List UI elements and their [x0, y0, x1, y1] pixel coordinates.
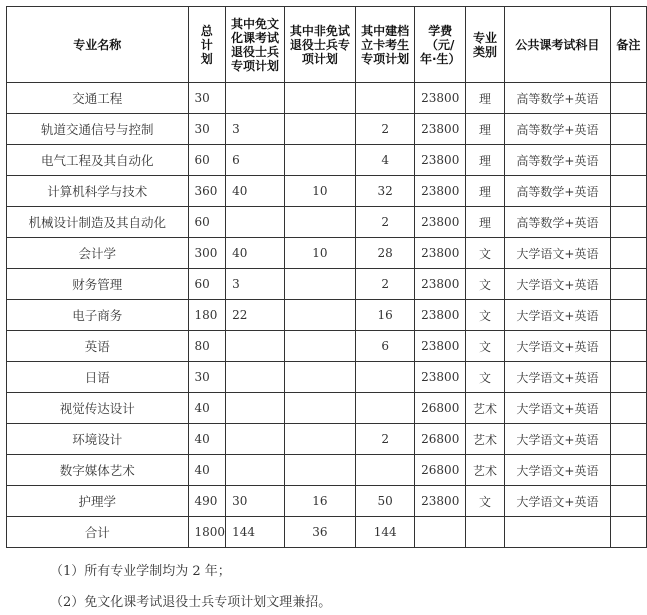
- cell-nonexempt-plan: [284, 393, 355, 424]
- cell-nonexempt-plan: [284, 300, 355, 331]
- header-total-plan: 总 计 划: [188, 7, 226, 83]
- table-body: [7, 83, 647, 548]
- cell-nonexempt-plan: 10: [284, 238, 355, 269]
- cell-tuition: 23800: [415, 486, 466, 517]
- table-row: [7, 238, 647, 269]
- cell-category: 艺术: [466, 455, 505, 486]
- cell-exam-subjects: 大学语文+英语: [505, 300, 611, 331]
- cell-exempt-plan: 3: [226, 114, 285, 145]
- cell-exempt-plan: [226, 424, 285, 455]
- cell-nonexempt-plan: [284, 424, 355, 455]
- header-poverty-plan: 其中建档 立卡考生 专项计划: [355, 7, 415, 83]
- cell-nonexempt-plan: [284, 269, 355, 300]
- cell-total: 30: [188, 83, 226, 114]
- cell-poverty-plan: 32: [355, 176, 415, 207]
- cell-category: 理: [466, 145, 505, 176]
- cell-poverty-plan: [355, 83, 415, 114]
- total-row: [7, 517, 647, 548]
- cell-tuition: 23800: [415, 207, 466, 238]
- cell-exempt-plan: [226, 331, 285, 362]
- cell-exam-subjects: 高等数学+英语: [505, 207, 611, 238]
- cell-total: 30: [188, 114, 226, 145]
- table-row: [7, 145, 647, 176]
- cell-tuition: 23800: [415, 145, 466, 176]
- cell-remarks: [610, 455, 646, 486]
- cell-category: 文: [466, 362, 505, 393]
- cell-poverty-plan: 144: [355, 517, 415, 548]
- cell-exam-subjects: 大学语文+英语: [505, 424, 611, 455]
- cell-total: 40: [188, 424, 226, 455]
- cell-tuition: 23800: [415, 114, 466, 145]
- header-row: [7, 7, 647, 83]
- cell-remarks: [610, 331, 646, 362]
- cell-category: 艺术: [466, 424, 505, 455]
- cell-tuition: 26800: [415, 424, 466, 455]
- cell-remarks: [610, 269, 646, 300]
- cell-poverty-plan: 28: [355, 238, 415, 269]
- cell-total: 180: [188, 300, 226, 331]
- cell-exempt-plan: [226, 455, 285, 486]
- cell-exempt-plan: [226, 393, 285, 424]
- cell-exempt-plan: 30: [226, 486, 285, 517]
- cell-category: 文: [466, 269, 505, 300]
- cell-major-name: 日语: [7, 362, 189, 393]
- cell-remarks: [610, 238, 646, 269]
- cell-exempt-plan: 3: [226, 269, 285, 300]
- cell-category: 理: [466, 83, 505, 114]
- cell-category: 文: [466, 486, 505, 517]
- cell-nonexempt-plan: 36: [284, 517, 355, 548]
- cell-major-name: 护理学: [7, 486, 189, 517]
- cell-total: 60: [188, 145, 226, 176]
- cell-tuition: [415, 517, 466, 548]
- header-tuition: 学费 （元/ 年·生）: [415, 7, 466, 83]
- cell-tuition: 26800: [415, 393, 466, 424]
- cell-major-name: 环境设计: [7, 424, 189, 455]
- cell-tuition: 26800: [415, 455, 466, 486]
- cell-total: 80: [188, 331, 226, 362]
- cell-category: [466, 517, 505, 548]
- cell-nonexempt-plan: 10: [284, 176, 355, 207]
- table-row: [7, 207, 647, 238]
- cell-major-name: 电子商务: [7, 300, 189, 331]
- cell-total: 360: [188, 176, 226, 207]
- table-row: [7, 486, 647, 517]
- cell-category: 文: [466, 300, 505, 331]
- cell-nonexempt-plan: [284, 145, 355, 176]
- cell-remarks: [610, 207, 646, 238]
- cell-total: 1800: [188, 517, 226, 548]
- cell-remarks: [610, 176, 646, 207]
- cell-exam-subjects: 大学语文+英语: [505, 393, 611, 424]
- cell-major-name: 轨道交通信号与控制: [7, 114, 189, 145]
- cell-total: 60: [188, 269, 226, 300]
- cell-poverty-plan: 2: [355, 114, 415, 145]
- cell-nonexempt-plan: [284, 362, 355, 393]
- cell-poverty-plan: 6: [355, 331, 415, 362]
- enrollment-plan-table: [6, 6, 647, 548]
- cell-tuition: 23800: [415, 83, 466, 114]
- table-row: [7, 455, 647, 486]
- note-exempt-plan: （2）免文化课考试退役士兵专项计划文理兼招。: [50, 595, 332, 610]
- cell-category: 理: [466, 176, 505, 207]
- cell-total: 300: [188, 238, 226, 269]
- cell-exam-subjects: 大学语文+英语: [505, 362, 611, 393]
- cell-remarks: [610, 300, 646, 331]
- cell-exempt-plan: [226, 207, 285, 238]
- cell-nonexempt-plan: [284, 83, 355, 114]
- cell-major-name: 财务管理: [7, 269, 189, 300]
- cell-tuition: 23800: [415, 238, 466, 269]
- cell-total: 490: [188, 486, 226, 517]
- cell-category: 文: [466, 238, 505, 269]
- cell-nonexempt-plan: [284, 114, 355, 145]
- header-exam-subjects: 公共课考试科目: [505, 7, 611, 83]
- header-major-name: 专业名称: [7, 7, 189, 83]
- cell-exempt-plan: 22: [226, 300, 285, 331]
- table-row: [7, 424, 647, 455]
- cell-exempt-plan: 144: [226, 517, 285, 548]
- cell-poverty-plan: 16: [355, 300, 415, 331]
- cell-category: 艺术: [466, 393, 505, 424]
- cell-exempt-plan: [226, 362, 285, 393]
- cell-tuition: 23800: [415, 362, 466, 393]
- cell-remarks: [610, 393, 646, 424]
- cell-total: 60: [188, 207, 226, 238]
- cell-category: 理: [466, 207, 505, 238]
- cell-major-name: 计算机科学与技术: [7, 176, 189, 207]
- cell-total: 40: [188, 455, 226, 486]
- cell-major-name: 英语: [7, 331, 189, 362]
- cell-major-name: 交通工程: [7, 83, 189, 114]
- cell-poverty-plan: 2: [355, 207, 415, 238]
- cell-exam-subjects: [505, 517, 611, 548]
- cell-exam-subjects: 高等数学+英语: [505, 114, 611, 145]
- cell-poverty-plan: 50: [355, 486, 415, 517]
- cell-category: 理: [466, 114, 505, 145]
- cell-major-name: 电气工程及其自动化: [7, 145, 189, 176]
- cell-exam-subjects: 大学语文+英语: [505, 238, 611, 269]
- cell-exam-subjects: 大学语文+英语: [505, 331, 611, 362]
- cell-tuition: 23800: [415, 300, 466, 331]
- note-duration: （1）所有专业学制均为 2 年；: [50, 564, 231, 579]
- cell-remarks: [610, 517, 646, 548]
- cell-tuition: 23800: [415, 269, 466, 300]
- table-row: [7, 362, 647, 393]
- cell-exempt-plan: 6: [226, 145, 285, 176]
- cell-total: 30: [188, 362, 226, 393]
- cell-remarks: [610, 145, 646, 176]
- cell-exam-subjects: 高等数学+英语: [505, 145, 611, 176]
- cell-major-name: 合计: [7, 517, 189, 548]
- cell-remarks: [610, 424, 646, 455]
- cell-exam-subjects: 高等数学+英语: [505, 83, 611, 114]
- cell-remarks: [610, 486, 646, 517]
- table-row: [7, 393, 647, 424]
- cell-poverty-plan: 2: [355, 424, 415, 455]
- cell-exempt-plan: 40: [226, 176, 285, 207]
- cell-remarks: [610, 83, 646, 114]
- table-row: [7, 300, 647, 331]
- table-row: [7, 331, 647, 362]
- cell-major-name: 视觉传达设计: [7, 393, 189, 424]
- cell-nonexempt-plan: [284, 207, 355, 238]
- cell-exempt-plan: [226, 83, 285, 114]
- table-row: [7, 269, 647, 300]
- cell-exam-subjects: 大学语文+英语: [505, 269, 611, 300]
- table-row: [7, 83, 647, 114]
- header-category: 专业 类别: [466, 7, 505, 83]
- header-remarks: 备注: [610, 7, 646, 83]
- cell-major-name: 机械设计制造及其自动化: [7, 207, 189, 238]
- table-row: [7, 114, 647, 145]
- cell-poverty-plan: [355, 393, 415, 424]
- cell-exam-subjects: 大学语文+英语: [505, 455, 611, 486]
- table-row: [7, 176, 647, 207]
- cell-poverty-plan: 4: [355, 145, 415, 176]
- cell-poverty-plan: [355, 455, 415, 486]
- cell-nonexempt-plan: [284, 455, 355, 486]
- cell-major-name: 会计学: [7, 238, 189, 269]
- cell-tuition: 23800: [415, 176, 466, 207]
- cell-exam-subjects: 大学语文+英语: [505, 486, 611, 517]
- cell-total: 40: [188, 393, 226, 424]
- cell-poverty-plan: [355, 362, 415, 393]
- cell-nonexempt-plan: [284, 331, 355, 362]
- cell-poverty-plan: 2: [355, 269, 415, 300]
- header-nonexempt-veteran-plan: 其中非免试 退役士兵专 项计划: [284, 7, 355, 83]
- cell-major-name: 数字媒体艺术: [7, 455, 189, 486]
- cell-remarks: [610, 362, 646, 393]
- cell-category: 文: [466, 331, 505, 362]
- cell-nonexempt-plan: 16: [284, 486, 355, 517]
- cell-exempt-plan: 40: [226, 238, 285, 269]
- header-exempt-veteran-plan: 其中免文 化课考试 退役士兵 专项计划: [226, 7, 285, 83]
- cell-exam-subjects: 高等数学+英语: [505, 176, 611, 207]
- cell-remarks: [610, 114, 646, 145]
- cell-tuition: 23800: [415, 331, 466, 362]
